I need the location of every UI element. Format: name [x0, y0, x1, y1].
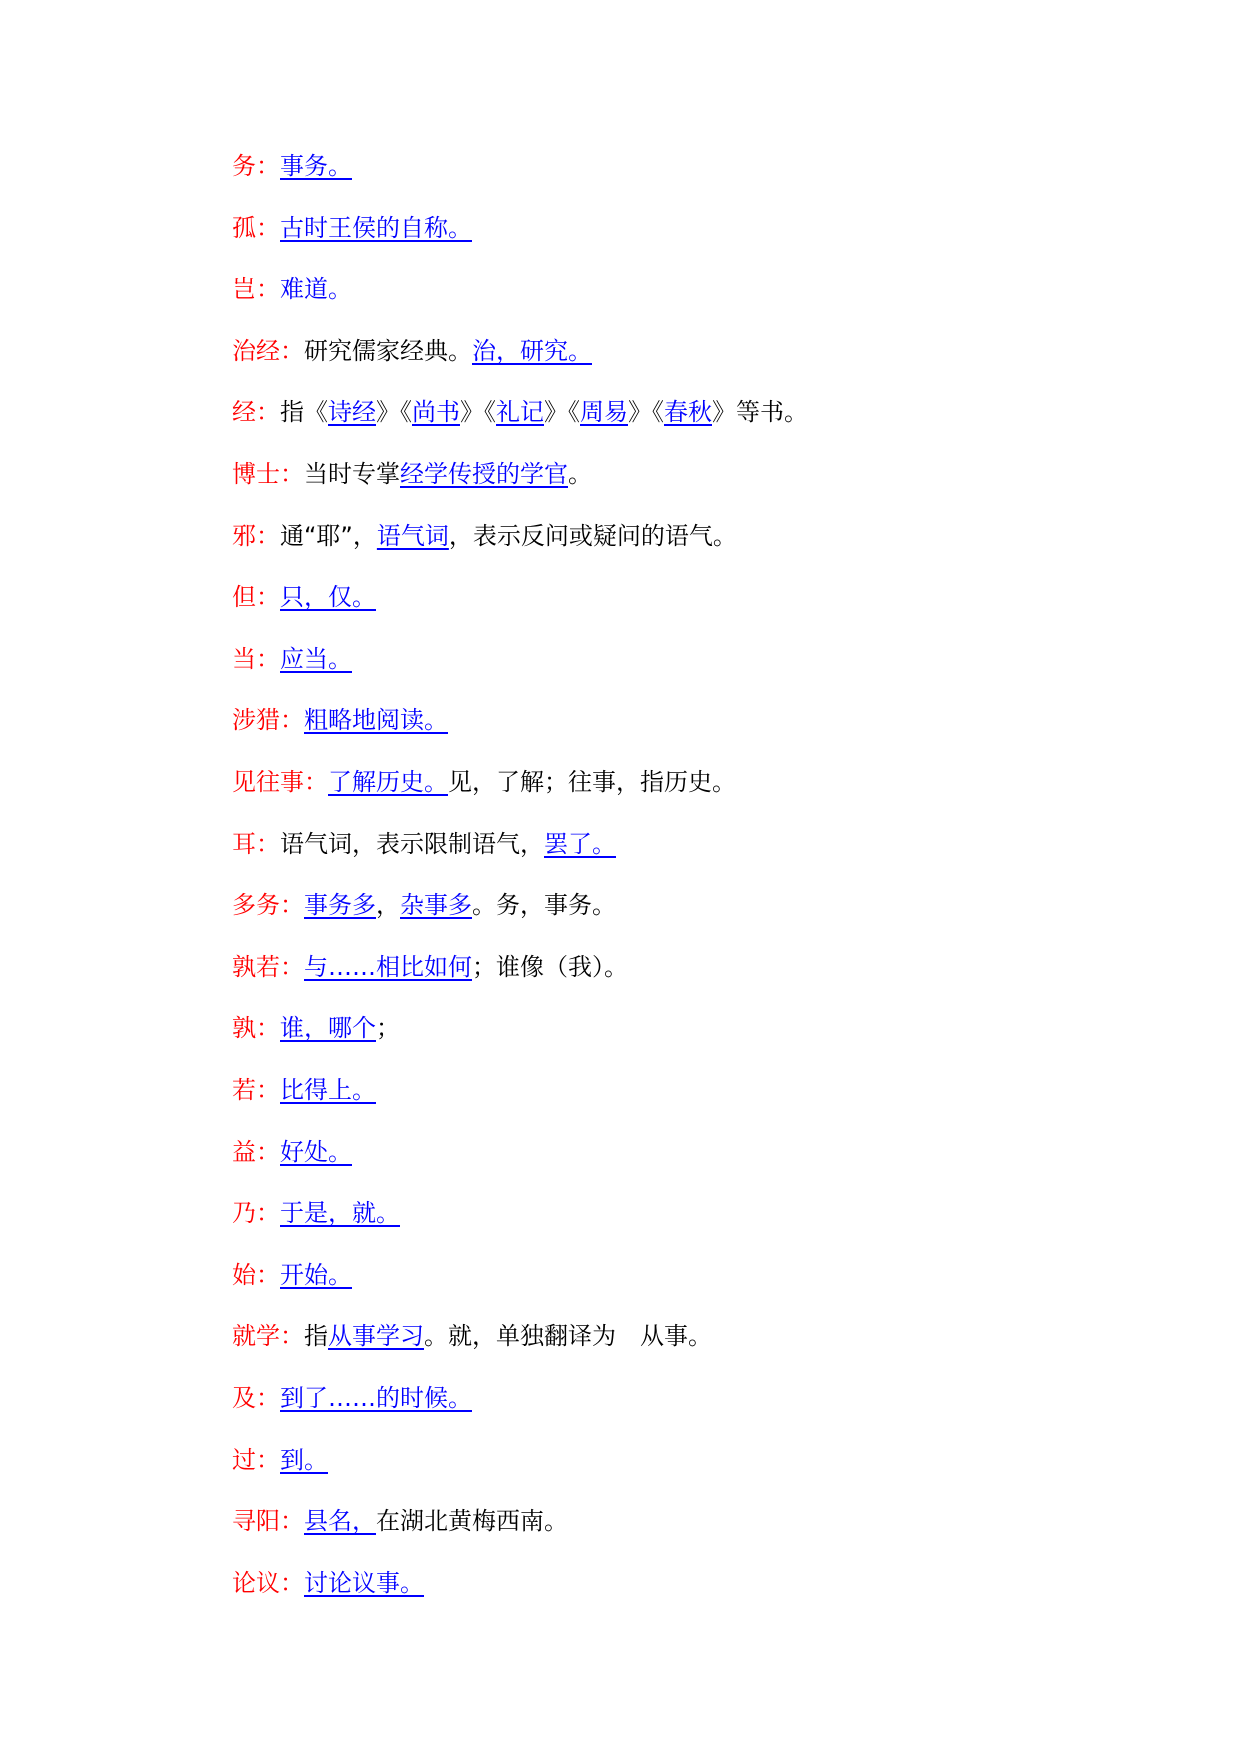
- explanation-text: 。就，单独翻译为 从事。: [424, 1322, 712, 1351]
- explanation-text: 》等书。: [712, 398, 808, 427]
- annotation-underlined: 古时王侯的自称。: [280, 213, 472, 242]
- annotation-underlined: 春秋: [664, 398, 712, 427]
- glossary-entry: [232, 150, 352, 182]
- annotation-underlined: 语气词: [376, 521, 449, 550]
- annotation-underlined: 到。: [280, 1445, 328, 1474]
- entry-term: 过：: [232, 1445, 280, 1474]
- annotation-underlined: 事务多: [304, 891, 376, 920]
- entry-term: 若：: [232, 1076, 280, 1104]
- glossary-entry: [232, 396, 808, 428]
- annotation-underlined: 治，研究。: [472, 336, 592, 365]
- entry-term: 论议：: [232, 1568, 304, 1597]
- glossary-entry: [232, 951, 628, 983]
- annotation-underlined: 谁，哪个: [280, 1014, 376, 1043]
- glossary-entry: [232, 889, 616, 921]
- entry-term: 务：: [232, 152, 280, 180]
- annotation-underlined: 杂事多: [400, 891, 472, 920]
- glossary-entry: [232, 1444, 328, 1476]
- glossary-entry: [232, 1382, 472, 1414]
- glossary-entry: [232, 1136, 352, 1168]
- entry-term: 寻阳：: [232, 1507, 304, 1536]
- entry-term: 孰若：: [232, 952, 304, 981]
- glossary-entry: [232, 581, 376, 613]
- explanation-text: 语气词，表示限制语气，: [280, 829, 544, 858]
- explanation-text: 通“耶”，: [280, 521, 377, 550]
- entry-term: 当：: [232, 644, 280, 673]
- annotation-underlined: 到了……的时候。: [280, 1384, 472, 1412]
- annotation-underlined: 比得上。: [280, 1076, 376, 1104]
- entry-term: 邪：: [232, 521, 280, 550]
- entry-term: 及：: [232, 1384, 280, 1412]
- explanation-text: 》《: [628, 398, 664, 427]
- entry-term: 益：: [232, 1137, 280, 1166]
- annotation-underlined: 开始。: [280, 1260, 352, 1289]
- explanation-text: 》《: [376, 398, 412, 427]
- explanation-text: ，表示反问或疑问的语气。: [448, 521, 737, 550]
- annotation-underlined: 罢了。: [544, 829, 616, 858]
- explanation-text: ；: [376, 1014, 400, 1043]
- annotation-underlined: 周易: [580, 398, 628, 427]
- entry-term: 就学：: [232, 1322, 304, 1351]
- annotation: 难道。: [280, 275, 352, 304]
- glossary-entry: [232, 1259, 352, 1291]
- annotation-underlined: 事务。: [280, 152, 352, 180]
- entry-term: 博士：: [232, 460, 304, 488]
- explanation-text: 研究儒家经典。: [304, 336, 472, 365]
- entry-term: 岂：: [232, 275, 280, 304]
- glossary-entry: [232, 1505, 568, 1537]
- glossary-entry: [232, 766, 736, 798]
- annotation-underlined: 好处。: [280, 1137, 352, 1166]
- annotation-underlined: 经学传授的学官: [400, 460, 568, 488]
- explanation-text: 在湖北黄梅西南。: [376, 1507, 568, 1536]
- entry-term: 多务：: [232, 891, 304, 920]
- annotation-underlined: 与……相比如何: [304, 952, 472, 981]
- glossary-entry: [232, 520, 737, 552]
- explanation-text: 见，了解；往事，指历史。: [448, 768, 736, 796]
- annotation-underlined: 礼记: [496, 398, 544, 427]
- explanation-text: ；谁像（我）。: [472, 952, 628, 981]
- explanation-text: 》《: [544, 398, 580, 427]
- glossary-entry: [232, 643, 352, 675]
- entry-term: 乃：: [232, 1199, 280, 1228]
- glossary-entry: [232, 273, 352, 305]
- explanation-text: 指《: [280, 398, 328, 427]
- glossary-entry: [232, 335, 592, 367]
- annotation-underlined: 从事学习: [328, 1322, 424, 1351]
- annotation-underlined: 应当。: [280, 644, 352, 673]
- explanation-text: ，: [376, 891, 400, 920]
- explanation-text: 指: [304, 1322, 328, 1351]
- annotation-underlined: 尚书: [412, 398, 460, 427]
- annotation-underlined: 诗经: [328, 398, 376, 427]
- glossary-entry: [232, 828, 616, 860]
- glossary-entry: [232, 1012, 400, 1044]
- annotation-underlined: 于是，就。: [280, 1199, 400, 1228]
- explanation-text: 。: [568, 460, 592, 488]
- annotation-underlined: 了解历史。: [328, 768, 448, 796]
- entry-term: 始：: [232, 1260, 280, 1289]
- entry-term: 经：: [232, 398, 280, 427]
- explanation-text: 。务，事务。: [472, 891, 616, 920]
- glossary-entry: [232, 1320, 712, 1352]
- glossary-entry: [232, 704, 448, 736]
- annotation-underlined: 只，仅。: [280, 583, 376, 612]
- glossary-entry: [232, 212, 472, 244]
- annotation-underlined: 讨论议事。: [304, 1568, 424, 1597]
- entry-term: 见往事：: [232, 768, 328, 796]
- glossary-entry: [232, 1197, 400, 1229]
- explanation-text: 》《: [460, 398, 496, 427]
- glossary-entry: [232, 458, 592, 490]
- entry-term: 耳：: [232, 829, 280, 858]
- annotation-underlined: 粗略地阅读。: [304, 706, 448, 735]
- entry-term: 孤：: [232, 213, 280, 242]
- entry-term: 治经：: [232, 336, 304, 365]
- entry-term: 涉猎：: [232, 706, 304, 735]
- entry-term: 孰：: [232, 1014, 280, 1043]
- glossary-entry: [232, 1074, 376, 1106]
- explanation-text: 当时专掌: [304, 460, 400, 488]
- entry-term: 但：: [232, 583, 280, 612]
- annotation-underlined: 县名，: [304, 1507, 376, 1536]
- glossary-entry: [232, 1567, 424, 1599]
